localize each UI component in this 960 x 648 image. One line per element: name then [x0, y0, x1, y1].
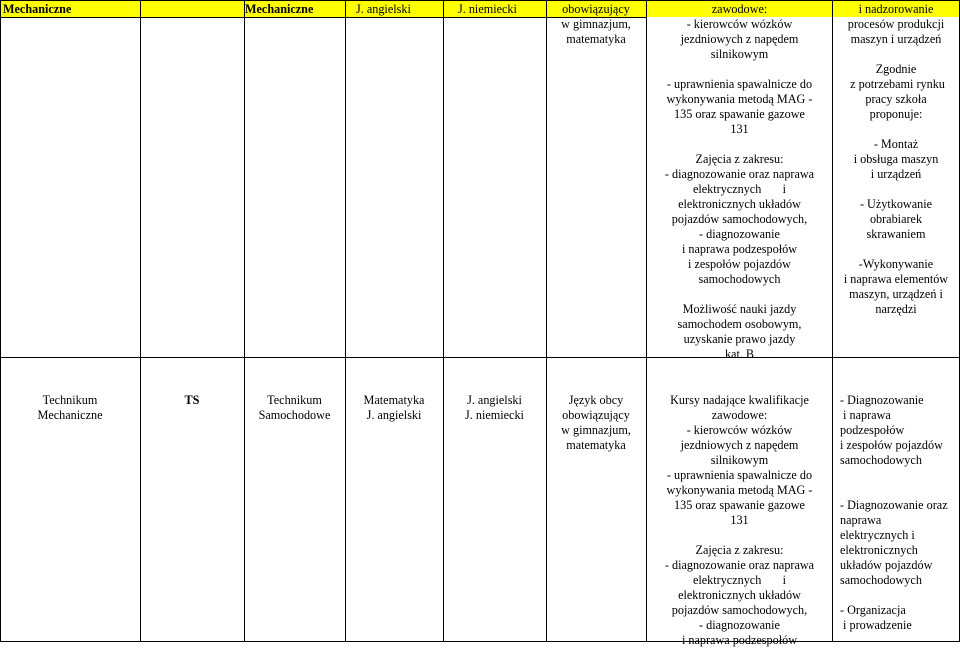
grid-line [244, 0, 245, 642]
row2-profession: Technikum Samochodowe [258, 393, 331, 422]
grid-line [0, 0, 1, 642]
row2-job-opportunities: - Diagnozowanie i naprawa podzespołów i zespołów pojazdów samochodowych - Diagnozowanie oraz naprawa elektrycznych i elektronicznych układów pojazdów samochodowych - Organizacja i prowadzenie [840, 393, 948, 632]
grid-line [140, 0, 141, 642]
row2-languages: J. angielski J. niemiecki [465, 393, 524, 422]
grid-line [546, 0, 547, 642]
row1-language-2: J. niemiecki [458, 2, 517, 16]
row1-profile: Mechaniczne [3, 2, 72, 16]
grid-line [0, 0, 960, 1]
grid-line [443, 0, 444, 642]
grid-line [345, 0, 346, 642]
row1-language-1: J. angielski [356, 2, 411, 16]
row2-extended-subjects: Matematyka J. angielski [363, 393, 425, 422]
row1-profile-2: Mechaniczne [245, 2, 314, 16]
row1-job-opportunities: i nadzorowanie procesów produkcji maszyn i urządzeń Zgodnie z potrzebami rynku pracy szkoła proponuje: - Montaż i obsługa maszyn i urządzeń - Użytkowanie obrabiarek skrawaniem -Wykonywanie i naprawa elementów maszyn, urządzeń i narzędzi [843, 2, 949, 316]
row1-courses: zawodowe: - kierowców wózków jezdniowych z napędem silnikowym - uprawnienia spawalnicze do wykonywania metodą MAG - 135 oraz spawanie gazowe 131 Zajęcia z zakresu: - diagnozowanie oraz naprawa elektrycznych i elektronicznych układów pojazdów samochodowych, - diagnozowanie i naprawa podzespołów i zespołów pojazdów samochodowych Możliwość nauki jazdy samochodem osobowym, uzyskanie prawo jazdy kat. B [664, 2, 815, 361]
row2-courses: Kursy nadające kwalifikacje zawodowe: - kierowców wózków jezdniowych z napędem silnikowym - uprawnienia spawalnicze do wykonywania metodą MAG - 135 oraz spawanie gazowe 131 Zajęcia z zakresu: - diagnozowanie oraz naprawa elektrycznych i elektronicznych układów pojazdów samochodowych, - diagnozowanie i naprawa podzespołów [664, 393, 815, 647]
row2-obligatory-subjects: Język obcy obowiązujący w gimnazjum, matematyka [561, 393, 631, 452]
row1-obligatory-subjects: obowiązujący w gimnazjum, matematyka [561, 2, 631, 46]
row2-school-name: Technikum Mechaniczne [37, 393, 103, 422]
row2-abbreviation: TS [184, 393, 200, 407]
